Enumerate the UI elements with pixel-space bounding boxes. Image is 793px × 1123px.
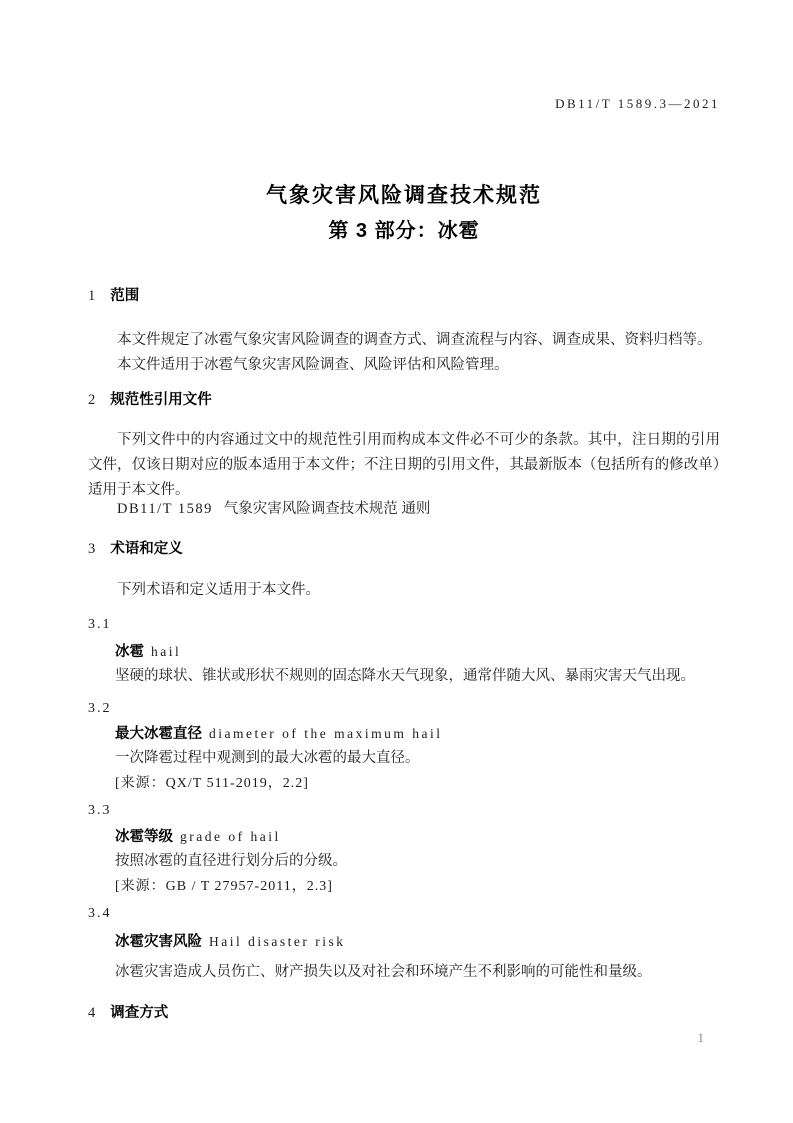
section-heading-1 bbox=[88, 286, 720, 306]
normative-reference bbox=[88, 497, 720, 522]
term-number: 3.4 bbox=[88, 906, 112, 921]
section-title: 范围 bbox=[110, 288, 140, 304]
paragraph: 本文件适用于冰雹气象灾害风险调查、风险评估和风险管理。 bbox=[117, 357, 509, 373]
section-heading-3 bbox=[88, 539, 720, 559]
term-block-3-3 bbox=[88, 798, 720, 899]
term-en: grade of hail bbox=[180, 829, 281, 844]
section-heading-2 bbox=[88, 390, 720, 410]
term-definition: 冰雹灾害造成人员伤亡、财产损失以及对社会和环境产生不利影响的可能性和量级。 bbox=[115, 964, 652, 980]
reference-title: 气象灾害风险调查技术规范 通则 bbox=[223, 501, 431, 517]
term-title bbox=[115, 825, 720, 849]
term-block-3-2 bbox=[88, 696, 720, 796]
reference-code: DB11/T 1589 bbox=[117, 501, 213, 517]
term-title bbox=[115, 722, 720, 746]
page-header bbox=[88, 96, 720, 112]
section-number: 1 bbox=[88, 288, 97, 304]
term-zh: 冰雹等级 bbox=[115, 829, 173, 845]
term-title bbox=[115, 930, 720, 954]
term-definition: 按照冰雹的直径进行划分后的分级。 bbox=[115, 853, 347, 869]
section-heading-4 bbox=[88, 1003, 720, 1023]
term-definition: 坚硬的球状、锥状或形状不规则的固态降水天气现象，通常伴随大风、暴雨灾害天气出现。 bbox=[115, 668, 695, 684]
doc-title-line2: 第 3 部分：冰雹 bbox=[328, 220, 480, 242]
paragraph: 下列术语和定义适用于本文件。 bbox=[117, 582, 320, 598]
term-zh: 最大冰雹直径 bbox=[115, 726, 202, 742]
paragraph: 本文件规定了冰雹气象灾害风险调查的调查方式、调查流程与内容、调查成果、资料归档等。 bbox=[117, 332, 712, 348]
term-en: diameter of the maximum hail bbox=[209, 726, 443, 741]
term-definition: 一次降雹过程中观测到的最大冰雹的最大直径。 bbox=[115, 750, 420, 766]
term-source: [来源：GB / T 27957-2011，2.3] bbox=[115, 879, 333, 894]
section-number: 2 bbox=[88, 392, 97, 408]
section-title: 规范性引用文件 bbox=[110, 392, 212, 408]
term-zh: 冰雹灾害风险 bbox=[115, 934, 202, 950]
term-block-3-4 bbox=[88, 901, 720, 985]
term-number: 3.1 bbox=[88, 617, 112, 632]
term-en: Hail disaster risk bbox=[209, 934, 346, 949]
term-block-3-1 bbox=[88, 612, 720, 689]
page-number: 1 bbox=[697, 1030, 704, 1045]
section-title: 术语和定义 bbox=[110, 541, 183, 557]
doc-title-line1: 气象灾害风险调查技术规范 bbox=[266, 184, 542, 207]
term-title bbox=[115, 640, 720, 664]
paragraph: 下列文件中的内容通过文中的规范性引用而构成本文件必不可少的条款。其中，注日期的引用文件，仅该日期对应的版本适用于本文件；不注日期的引用文件，其最新版本（包括所有的修改单）适用于本文件。 bbox=[88, 432, 720, 498]
term-zh: 冰雹 bbox=[115, 644, 144, 660]
term-number: 3.2 bbox=[88, 701, 112, 716]
section-title: 调查方式 bbox=[110, 1005, 169, 1021]
doc-number: DB11/T 1589.3—2021 bbox=[555, 96, 720, 111]
section-number: 3 bbox=[88, 541, 97, 557]
term-number: 3.3 bbox=[88, 803, 112, 818]
term-en: hail bbox=[151, 644, 182, 659]
term-source: [来源：QX/T 511-2019，2.2] bbox=[115, 776, 309, 791]
section-number: 4 bbox=[88, 1005, 97, 1021]
